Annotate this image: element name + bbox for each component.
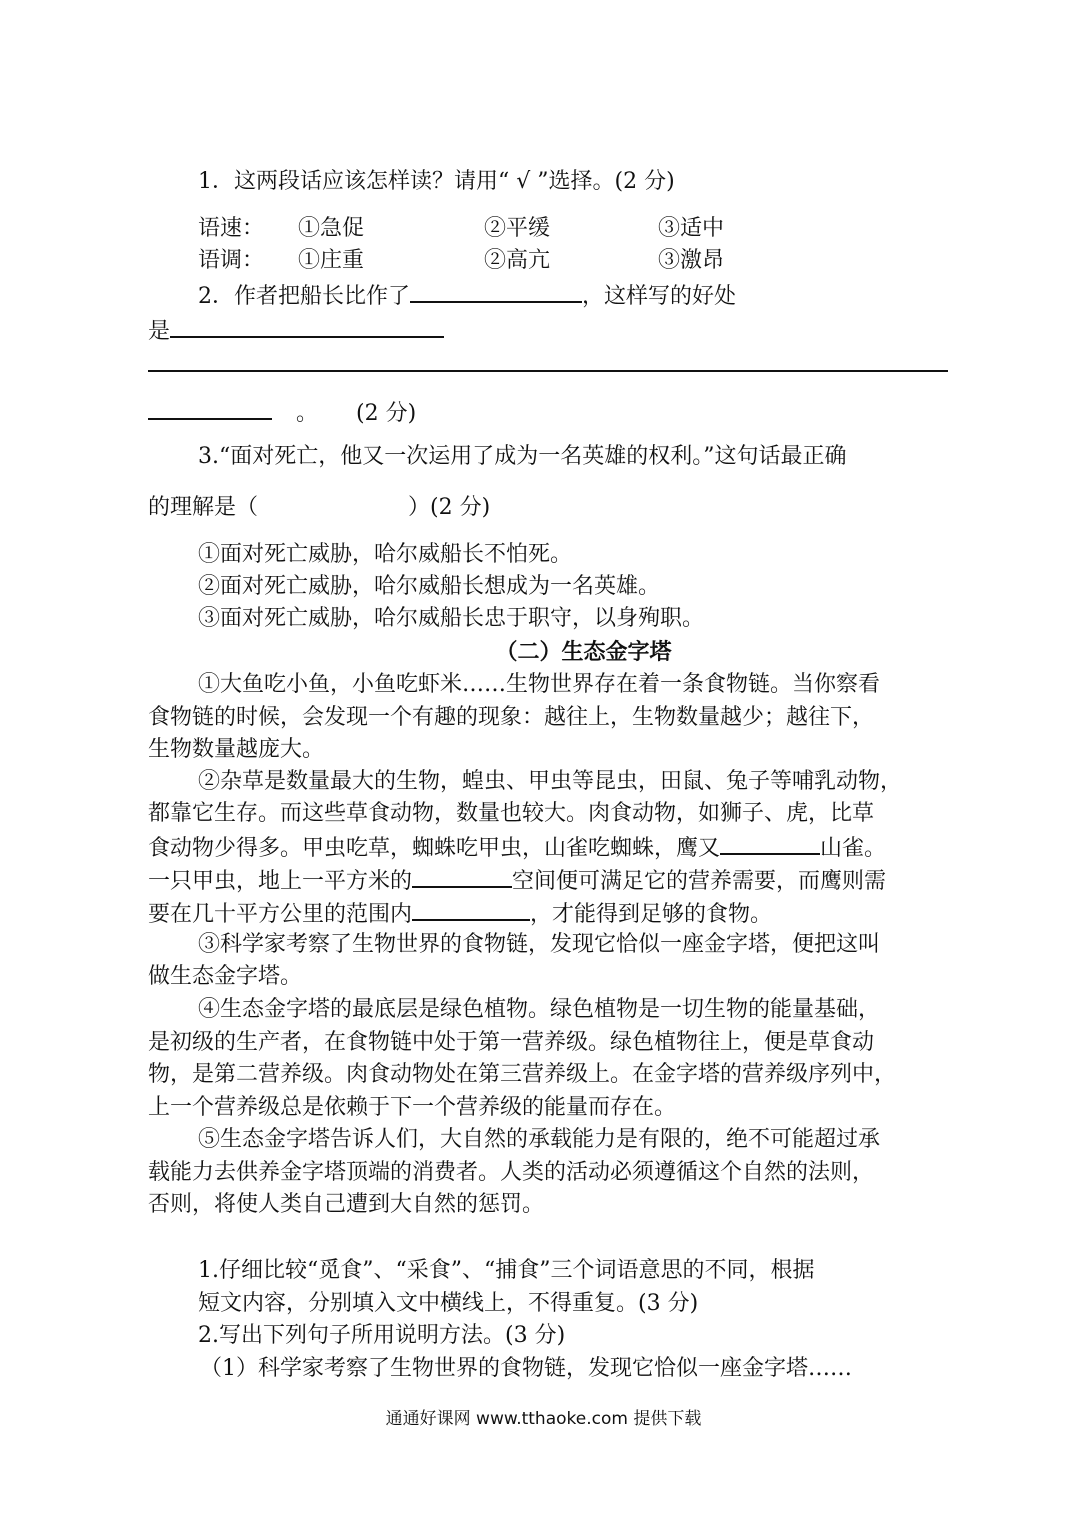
speed-option-1: ①急促 (298, 216, 365, 241)
paragraph-2-text: 食动物少得多。甲虫吃草，蜘蛛吃甲虫，山雀吃蜘蛛，鹰又 (148, 836, 721, 861)
paragraph-2-line-5 (148, 897, 969, 931)
question-3-option-2: ②面对死亡威胁，哈尔威船长想成为一名英雄。 (198, 574, 661, 599)
question-3-line-2 (148, 492, 969, 524)
paragraph-5-line-1: ⑤生态金字塔告诉人们，大自然的承载能力是有限的，绝不可能超过承 (198, 1127, 881, 1152)
answer-blank[interactable] (170, 314, 444, 338)
fill-blank-3[interactable] (412, 897, 530, 921)
task-question-2-item-1: （1）科学家考察了生物世界的食物链，发现它恰似一座金字塔…… (200, 1356, 852, 1381)
page-footer: 通通好课网 www.tthaoke.com 提供下载 (385, 1409, 702, 1429)
paragraph-2-line-1: ②杂草是数量最大的生物，蝗虫、甲虫等昆虫，田鼠、兔子等哺乳动物， (198, 769, 903, 794)
paragraph-4-line-2: 是初级的生产者，在食物链中处于第一营养级。绿色植物往上，便是草食动 (148, 1030, 875, 1055)
paragraph-2-text: ，才能得到足够的食物。 (530, 902, 773, 927)
question-2-line-2 (148, 314, 969, 348)
paragraph-2-line-2: 都靠它生存。而这些草食动物，数量也较大。肉食动物，如狮子、虎，比草 (148, 801, 875, 826)
paragraph-3-line-1: ③科学家考察了生物世界的食物链，发现它恰似一座金字塔，便把这叫 (198, 932, 881, 957)
paragraph-1-line-3: 生物数量越庞大。 (148, 737, 325, 762)
task-question-2: 2.写出下列句子所用说明方法。(3 分) (198, 1323, 566, 1348)
question-2-line-3 (148, 396, 969, 430)
answer-line[interactable] (148, 370, 948, 372)
question-3-text: 3.“面对死亡，他又一次运用了成为一名英雄的权利。”这句话最正确 (198, 444, 847, 469)
tone-option-2: ②高亢 (484, 248, 551, 273)
paragraph-4-line-1: ④生态金字塔的最底层是绿色植物。绿色植物是一切生物的能量基础， (198, 997, 881, 1022)
speed-label: 语速： (198, 216, 265, 241)
tone-label: 语调： (198, 248, 265, 273)
answer-blank[interactable] (148, 396, 272, 420)
paragraph-5-line-3: 否则，将使人类自己遭到大自然的惩罚。 (148, 1192, 545, 1217)
speed-option-3: ③适中 (658, 216, 725, 241)
question-3-score: ）(2 分) (408, 495, 491, 520)
paragraph-4-line-4: 上一个营养级总是依赖于下一个营养级的能量而存在。 (148, 1095, 677, 1120)
paragraph-2-line-3 (148, 831, 969, 865)
section-title: （二）生态金字塔 (495, 639, 672, 665)
paragraph-1-line-2: 食物链的时候，会发现一个有趣的现象：越往上，生物数量越少；越往下， (148, 705, 875, 730)
paragraph-2-line-4 (148, 864, 969, 898)
paragraph-2-text: 要在几十平方公里的范围内 (148, 902, 413, 927)
paragraph-2-text: 一只甲虫，地上一平方米的 (148, 869, 413, 894)
speed-option-2: ②平缓 (484, 216, 551, 241)
question-2-score: (2 分) (356, 401, 417, 426)
period: 。 (296, 401, 319, 426)
question-1-text: 1．这两段话应该怎样读？请用“ √ ”选择。(2 分) (198, 169, 675, 194)
answer-blank[interactable] (410, 279, 582, 303)
task-question-1-line-2: 短文内容，分别填入文中横线上，不得重复。(3 分) (198, 1291, 699, 1316)
question-2-line-1 (198, 279, 969, 313)
question-3-option-1: ①面对死亡威胁，哈尔威船长不怕死。 (198, 542, 573, 567)
fill-blank-1[interactable] (720, 831, 820, 855)
paragraph-2-text: 山雀。 (820, 836, 887, 861)
paragraph-4-line-3: 物，是第二营养级。肉食动物处在第三营养级上。在金字塔的营养级序列中， (148, 1062, 897, 1087)
tone-option-1: ①庄重 (298, 248, 365, 273)
question-3-option-3: ③面对死亡威胁，哈尔威船长忠于职守，以身殉职。 (198, 606, 705, 631)
question-2-part-1: 2．作者把船长比作了 (198, 284, 410, 309)
paragraph-2-text: 空间便可满足它的营养需要，而鹰则需 (512, 869, 887, 894)
question-2-part-3: 是 (148, 319, 171, 344)
question-3-prompt: 的理解是（ (148, 495, 259, 520)
tone-option-3: ③激昂 (658, 248, 725, 273)
paragraph-5-line-2: 载能力去供养金字塔顶端的消费者。人类的活动必须遵循这个自然的法则， (148, 1160, 875, 1185)
paragraph-3-line-2: 做生态金字塔。 (148, 964, 303, 989)
task-question-1-line-1: 1.仔细比较“觅食”、“采食”、“捕食”三个词语意思的不同，根据 (198, 1258, 815, 1283)
question-2-part-2: ，这样写的好处 (582, 284, 737, 309)
paragraph-1-line-1: ①大鱼吃小鱼，小鱼吃虾米……生物世界存在着一条食物链。当你察看 (198, 672, 881, 697)
fill-blank-2[interactable] (412, 864, 512, 888)
